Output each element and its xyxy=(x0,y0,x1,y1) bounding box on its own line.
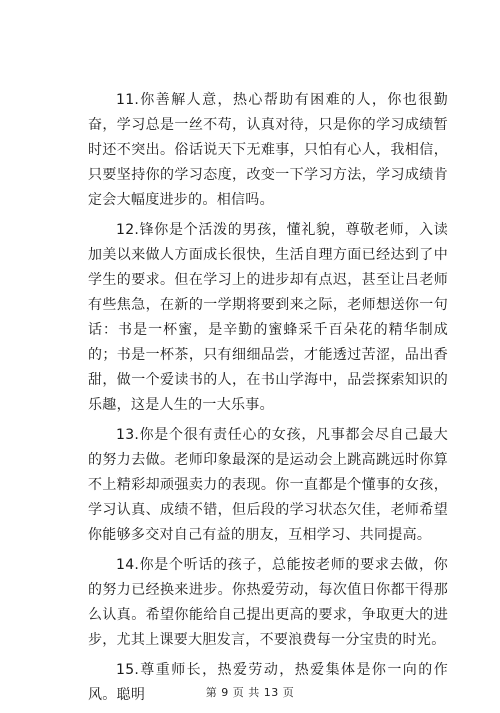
comment-paragraph-15: 15.尊重师长，热爱劳动，热爱集体是你一向的作风。聪明 xyxy=(88,662,448,703)
comment-paragraph-12: 12.锋你是个活泼的男孩，懂礼貌，尊敬老师，入读加美以来做人方面成长很快，生活自理方面已经达到了中学生的要求。但在学习上的进步却有点迟，甚至让吕老师有些焦急，在新的一学期将要到来之际，老师想送你一句话：书是一杯蜜，是辛勤的蜜蜂采千百朵花的精华制成的；书是一杯茶，只有细细品尝，才能透过苦涩，品出香甜，做一个爱读书的人，在书山学海中，品尝探索知识的乐趣，这是人生的一大乐事。 xyxy=(88,222,448,413)
page-footer: 第 9 页 共 13 页 xyxy=(205,686,295,699)
comment-paragraph-11: 11.你善解人意，热心帮助有困难的人，你也很勤奋，学习总是一丝不苟，认真对待，只是你的学习成绩暂时还不突出。俗话说天下无难事，只怕有心人，我相信，只要坚持你的学习态度，改变一下学习方法，学习成绩肯定会大幅度进步的。相信吗。 xyxy=(88,92,448,208)
comment-paragraph-13: 13.你是个很有责任心的女孩，凡事都会尽自己最大的努力去做。老师印象最深的是运动会上跳高跳远时你算不上精彩却顽强卖力的表现。你一直都是个懂事的女孩，学习认真、成绩不错，但后段的学习状态欠佳，老师希望你能够多交对自己有益的朋友，互相学习、共同提高。 xyxy=(88,427,448,543)
document-body xyxy=(88,88,448,713)
comment-paragraph-14: 14.你是个听话的孩子，总能按老师的要求去做，你的努力已经换来进步。你热爱劳动，每次值日你都干得那么认真。希望你能给自己提出更高的要求，争取更大的进步，尤其上课要大胆发言，不要浪费每一分宝贵的时光。 xyxy=(88,557,448,648)
